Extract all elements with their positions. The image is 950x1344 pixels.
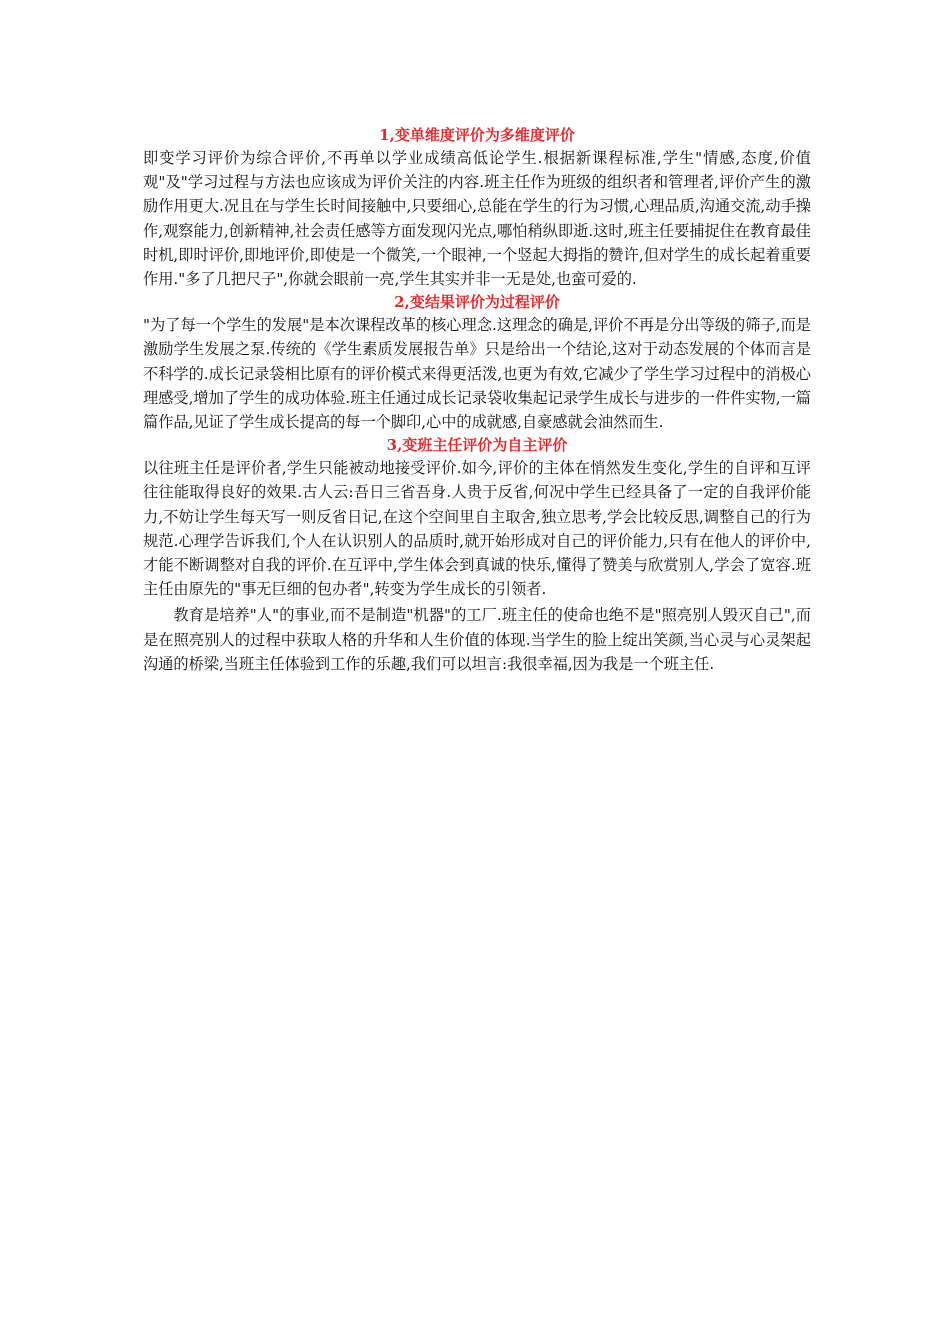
section-1-body: 即变学习评价为综合评价,不再单以学业成绩高低论学生.根据新课程标准,学生"情感,态度,价值观"及"学习过程与方法也应该成为评价关注的内容.班主任作为班级的组织者和管理者,评价产生的激励作用更大.况且在与学生长时间接触中,只要细心,总能在学生的行为习惯,心理品质,沟通交流,动手操作,观察能力,创新精神,社会责任感等方面发现闪光点,哪怕稍纵即逝.这时,班主任要捕捉住在教育最佳时机,即时评价,即地评价,即使是一个微笑,一个眼神,一个竖起大拇指的赞许,但对学生的成长起着重要作用."多了几把尺子",你就会眼前一亮,学生其实并非一无是处,也蛮可爱的.: [143, 149, 811, 289]
closing-paragraph: 教育是培养"人"的事业,而不是制造"机器"的工厂.班主任的使命也绝不是"照亮别人毁灭自己",而是在照亮别人的过程中获取人格的升华和人生价值的体现.当学生的脸上绽出笑颜,当心灵与心灵架起沟通的桥梁,当班主任体验到工作的乐趣,我们可以坦言:我很幸福,因为我是一个班主任.: [143, 606, 811, 673]
document-page: [143, 124, 811, 676]
section-1-title: 1,变单维度评价为多维度评价: [379, 126, 575, 144]
section-2-body: "为了每一个学生的发展"是本次课程改革的核心理念.这理念的确是,评价不再是分出等级的筛子,而是激励学生发展之泵.传统的《学生素质发展报告单》只是给出一个结论,这对于动态发展的个体而言是不科学的.成长记录袋相比原有的评价模式来得更活泼,也更为有效,它减少了学生学习过程中的消极心理感受,增加了学生的成功体验.班主任通过成长记录袋收集起记录学生成长与进步的一件件实物,一篇篇作品,见证了学生成长提高的每一个脚印,心中的成就感,自豪感就会油然而生.: [143, 316, 811, 432]
section-2-title: 2,变结果评价为过程评价: [394, 293, 560, 312]
section-3-title: 3,变班主任评价为自主评价: [386, 436, 568, 455]
section-3-body: 以往班主任是评价者,学生只能被动地接受评价.如今,评价的主体在悄然发生变化,学生的自评和互评往往能取得良好的效果.古人云:吾日三省吾身.人贵于反省,何况中学生已经具备了一定的自我评价能力,不妨让学生每天写一则反省日记,在这个空间里自主取舍,独立思考,学会比较反思,调整自己的行为规范.心理学告诉我们,个人在认识别人的品质时,就开始形成对自己的评价能力,只有在他人的评价中,才能不断调整对自我的评价.在互评中,学生体会到真诚的快乐,懂得了赞美与欣赏别人,学会了宽容.班主任由原先的"事无巨细的包办者",转变为学生成长的引领者.: [143, 459, 811, 599]
